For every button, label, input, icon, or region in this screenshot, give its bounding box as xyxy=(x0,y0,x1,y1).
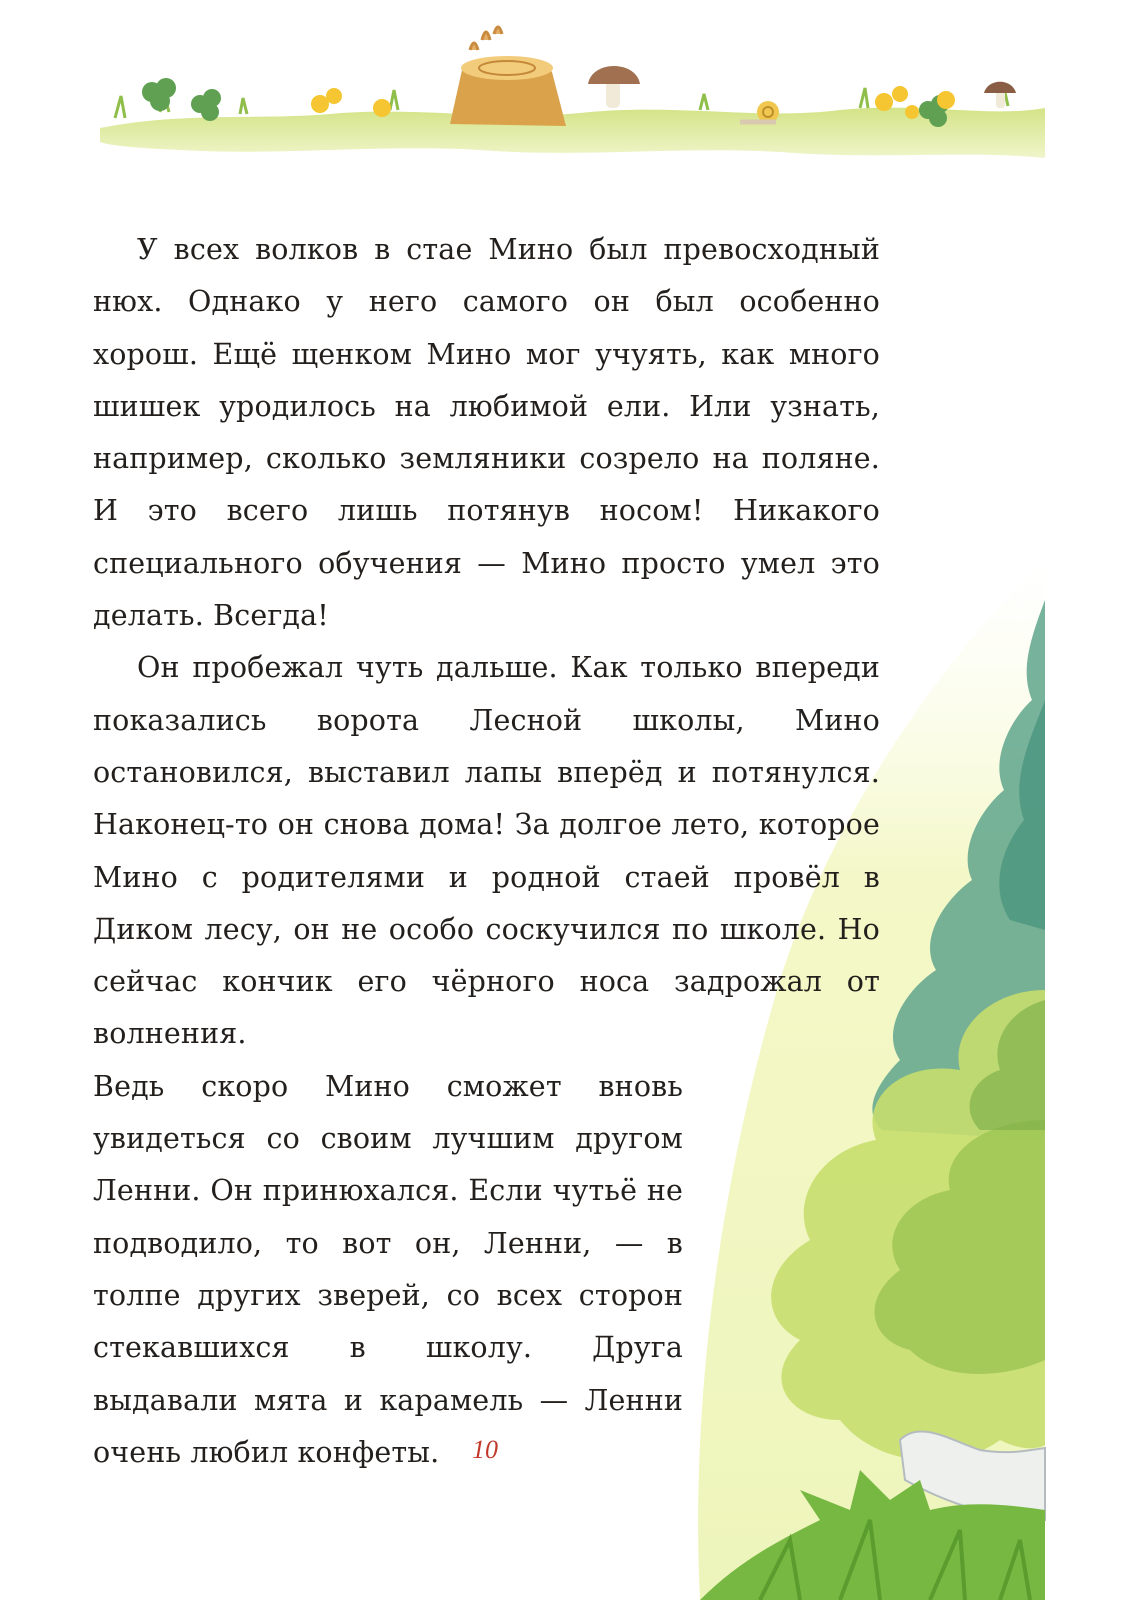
paragraph-2: Он пробежал чуть дальше. Как только впереди показались ворота Лесной школы, Мино остановился, выставил лапы вперёд и потянулся. Наконец-то он снова дома! За долгое лето, которое Мино с родителями и родной стаей провёл в Диком лесу, он не особо соскучился по школе. Но сейчас кончик его чёрного носа задрожал от волнения. xyxy=(93,651,880,1051)
paragraph-3: Ведь скоро Мино сможет вновь увидеться со своим лучшим другом Ленни. Он принюхался. Если чутьё не подводило, то вот он, Ленни, — в толпе других зверей, со всех сторон стекавшихся в школу. Друга выдавали мята и карамель — Ленни очень любил конфеты. xyxy=(93,1069,683,1469)
story-text xyxy=(93,224,880,1479)
page-number: 10 xyxy=(472,1435,498,1464)
paragraph-1: У всех волков в стае Мино был превосходный нюх. Однако у него самого он был особенно хорош. Ещё щенком Мино мог учуять, как много шишек уродилось на любимой ели. Или узнать, например, сколько земляники созрело на поляне. И это всего лишь потянув носом! Никакого специального обучения — Мино просто умел это делать. Всегда! xyxy=(93,233,880,633)
